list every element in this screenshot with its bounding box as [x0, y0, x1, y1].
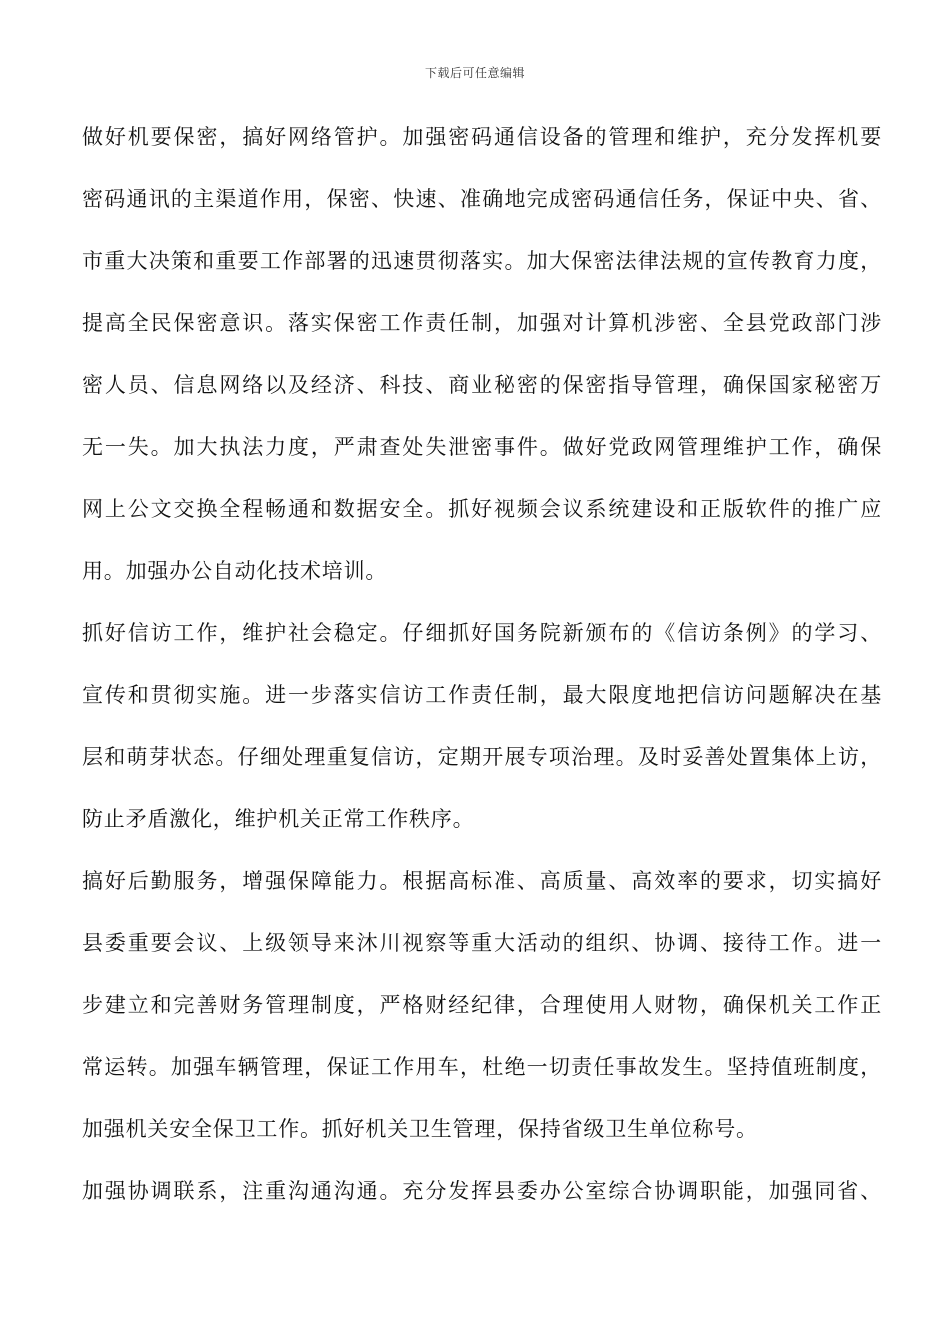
text-line: 密码通讯的主渠道作用，保密、快速、准确地完成密码通信任务，保证中央、省、 [82, 187, 882, 211]
text-line: 县委重要会议、上级领导来沐川视察等重大活动的组织、协调、接待工作。进一 [82, 931, 882, 955]
text-line: 搞好后勤服务，增强保障能力。根据高标准、高质量、高效率的要求，切实搞好 [82, 869, 882, 893]
text-line: 市重大决策和重要工作部署的迅速贯彻落实。加大保密法律法规的宣传教育力度， [82, 249, 882, 273]
text-line: 无一失。加大执法力度，严肃查处失泄密事件。做好党政网管理维护工作，确保 [82, 435, 882, 459]
text-line: 密人员、信息网络以及经济、科技、商业秘密的保密指导管理，确保国家秘密万 [82, 373, 882, 397]
header-note: 下载后可任意编辑 [424, 66, 525, 80]
text-line: 步建立和完善财务管理制度，严格财经纪律，合理使用人财物，确保机关工作正 [82, 993, 882, 1017]
text-line: 做好机要保密，搞好网络管护。加强密码通信设备的管理和维护，充分发挥机要 [82, 125, 882, 149]
text-line: 网上公文交换全程畅通和数据安全。抓好视频会议系统建设和正版软件的推广应 [82, 497, 882, 521]
text-line: 防止矛盾激化，维护机关正常工作秩序。 [82, 807, 475, 831]
text-line: 抓好信访工作，维护社会稳定。仔细抓好国务院新颁布的《信访条例》的学习、 [82, 621, 882, 645]
text-line: 宣传和贯彻实施。进一步落实信访工作责任制，最大限度地把信访问题解决在基 [82, 683, 882, 707]
body-text [82, 112, 882, 1228]
text-line: 加强机关安全保卫工作。抓好机关卫生管理，保持省级卫生单位称号。 [82, 1117, 758, 1141]
text-line: 常运转。加强车辆管理，保证工作用车，杜绝一切责任事故发生。坚持值班制度， [82, 1055, 882, 1079]
text-line: 用。加强办公自动化技术培训。 [82, 559, 388, 583]
text-line: 层和萌芽状态。仔细处理重复信访，定期开展专项治理。及时妥善处置集体上访， [82, 745, 882, 769]
text-line: 提高全民保密意识。落实保密工作责任制，加强对计算机涉密、全县党政部门涉 [82, 311, 882, 335]
text-line: 加强协调联系，注重沟通沟通。充分发挥县委办公室综合协调职能，加强同省、 [82, 1179, 882, 1203]
